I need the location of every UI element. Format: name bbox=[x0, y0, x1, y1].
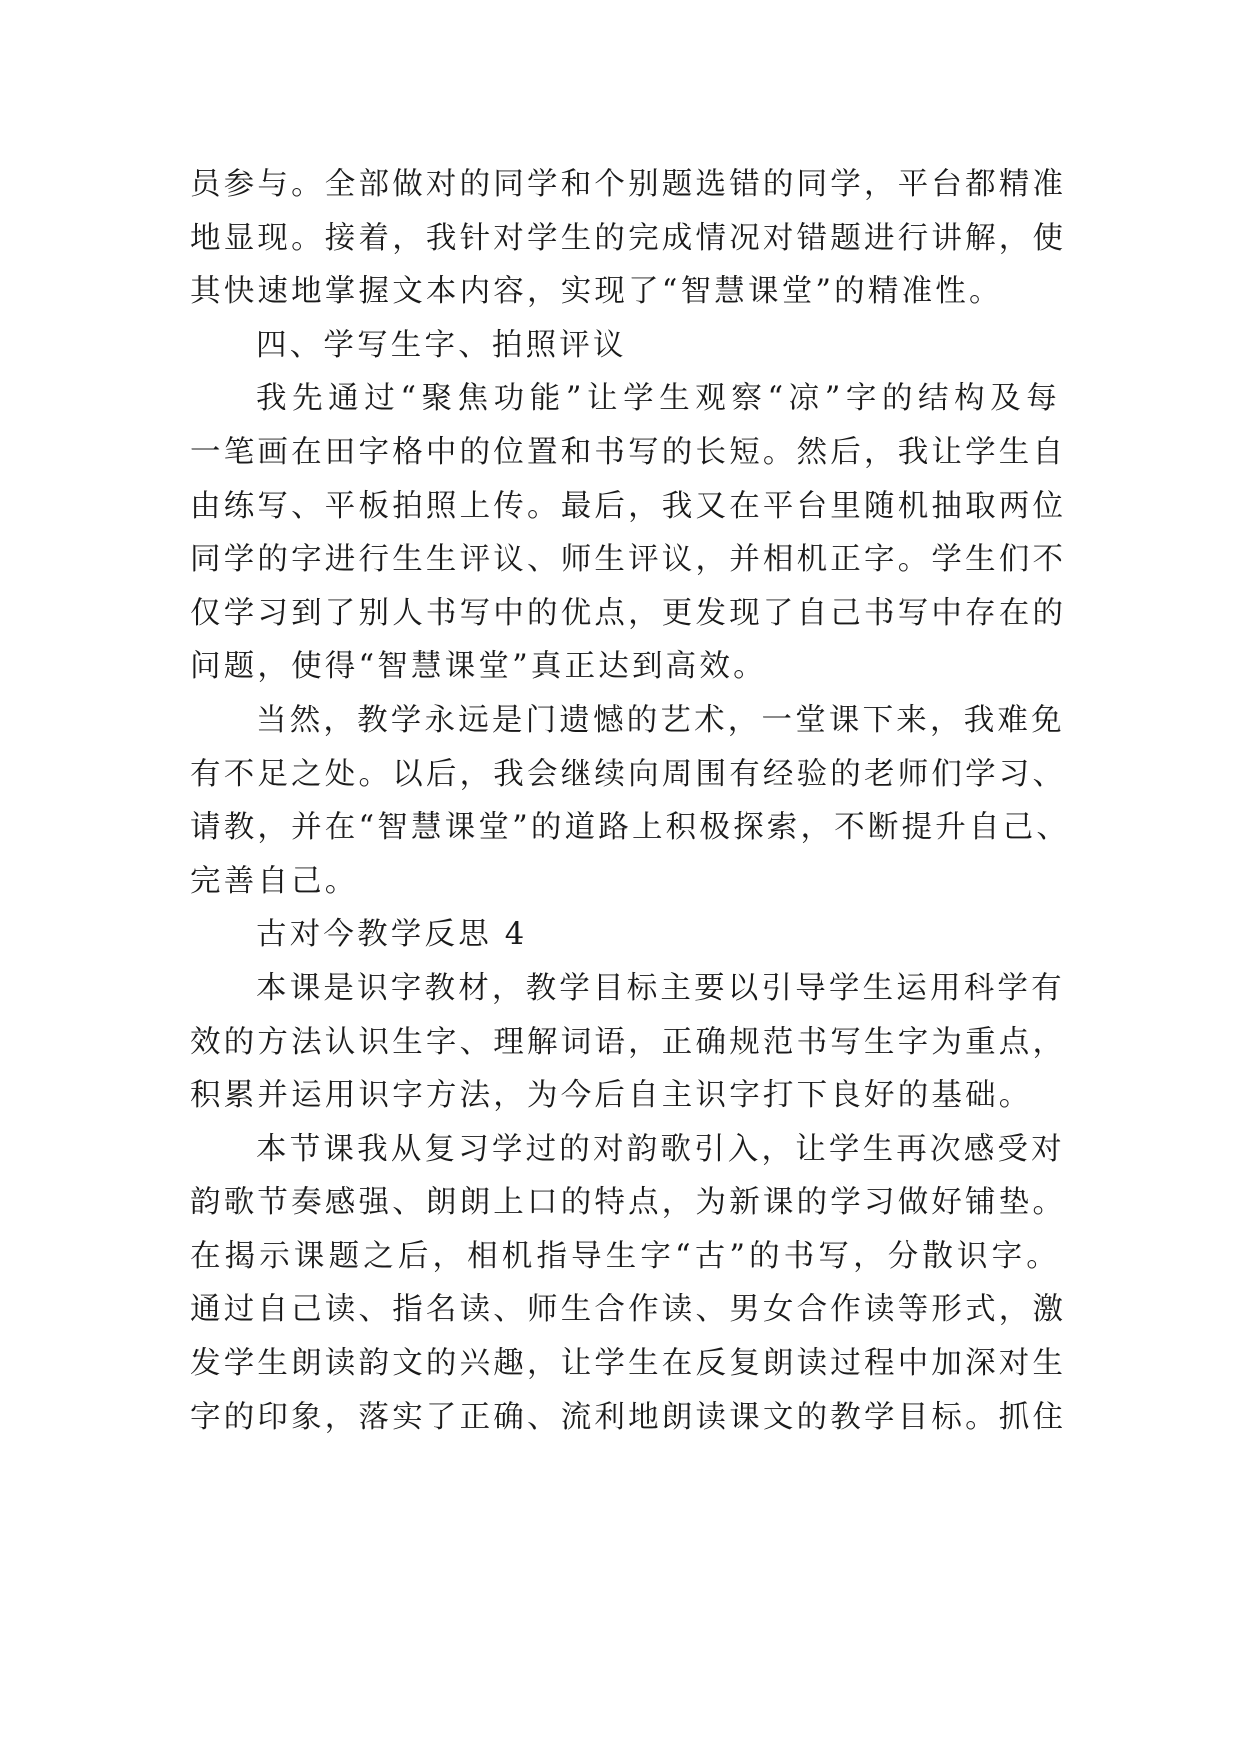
text-line: 韵歌节奏感强、朗朗上口的特点，为新课的学习做好铺垫。 bbox=[190, 1185, 1067, 1221]
text-line: 我先通过“聚焦功能”让学生观察“凉”字的结构及每 bbox=[256, 381, 1060, 417]
section-heading: 古对今教学反思 4 bbox=[256, 917, 528, 953]
text-line: 一笔画在田字格中的位置和书写的长短。然后，我让学生自 bbox=[190, 434, 1067, 470]
text-line: 积累并运用识字方法，为今后自主识字打下良好的基础。 bbox=[190, 1078, 1033, 1114]
text-line: 通过自己读、指名读、师生合作读、男女合作读等形式，激 bbox=[190, 1292, 1067, 1328]
text-line: 效的方法认识生字、理解词语，正确规范书写生字为重点， bbox=[190, 1024, 1067, 1060]
text-line: 员参与。全部做对的同学和个别题选错的同学，平台都精准 bbox=[190, 167, 1067, 202]
text-line: 发学生朗读韵文的兴趣，让学生在反复朗读过程中加深对生 bbox=[190, 1346, 1067, 1382]
text-line: 仅学习到了别人书写中的优点，更发现了自己书写中存在的 bbox=[190, 595, 1067, 631]
text-line: 请教，并在“智慧课堂”的道路上积极探索，不断提升自己、 bbox=[190, 810, 1071, 846]
section-heading: 四、学写生字、拍照评议 bbox=[256, 327, 627, 363]
text-line: 在揭示课题之后，相机指导生字“古”的书写，分散识字。 bbox=[190, 1238, 1060, 1274]
text-line: 当然，教学永远是门遗憾的艺术，一堂课下来，我难免 bbox=[256, 702, 1065, 738]
text-line: 本节课我从复习学过的对韵歌引入，让学生再次感受对 bbox=[256, 1131, 1065, 1167]
text-line: 字的印象，落实了正确、流利地朗读课文的教学目标。抓住 bbox=[190, 1399, 1067, 1435]
text-line: 由练写、平板拍照上传。最后，我又在平台里随机抽取两位 bbox=[190, 488, 1067, 524]
text-line: 问题，使得“智慧课堂”真正达到高效。 bbox=[190, 649, 767, 685]
text-line: 有不足之处。以后，我会继续向周围有经验的老师们学习、 bbox=[190, 756, 1067, 792]
text-line: 其快速地掌握文本内容，实现了“智慧课堂”的精准性。 bbox=[190, 274, 1003, 310]
text-line: 完善自己。 bbox=[190, 863, 359, 899]
text-line: 同学的字进行生生评议、师生评议，并相机正字。学生们不 bbox=[190, 542, 1067, 578]
text-line: 地显现。接着，我针对学生的完成情况对错题进行讲解，使 bbox=[190, 220, 1067, 256]
text-line: 本课是识字教材，教学目标主要以引导学生运用科学有 bbox=[256, 970, 1065, 1006]
document-body bbox=[190, 158, 1071, 1444]
